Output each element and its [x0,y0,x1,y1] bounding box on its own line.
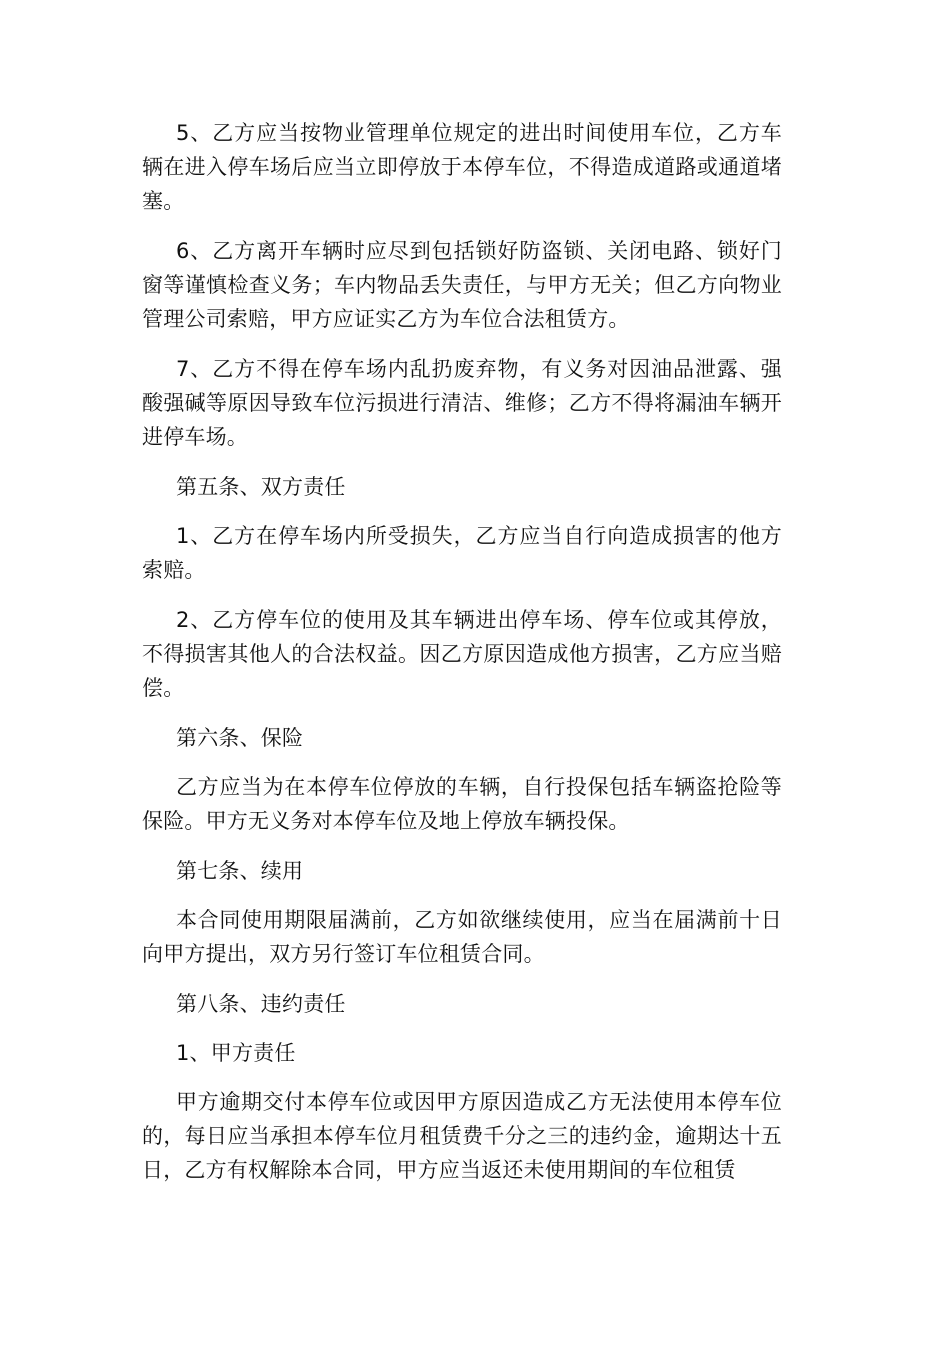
article-7-heading: 第七条、续用 [176,859,304,883]
article-6-heading: 第六条、保险 [176,726,304,750]
article-6-body: 乙方应当为在本停车位停放的车辆，自行投保包括车辆盗抢险等保险。甲方无义务对本停车位及地上停放车辆投保。 [142,775,782,833]
clause-7-paragraph: 7、乙方不得在停车场内乱扔废弃物，有义务对因油品泄露、强酸强碱等原因导致车位污损进行清洁、维修；乙方不得将漏油车辆开进停车场。 [142,357,782,449]
article-5-item-1: 1、乙方在停车场内所受损失，乙方应当自行向造成损害的他方索赔。 [142,524,782,582]
document-page [142,116,782,1203]
article-5-item-2: 2、乙方停车位的使用及其车辆进出停车场、停车位或其停放，不得损害其他人的合法权益。因乙方原因造成他方损害，乙方应当赔偿。 [142,608,782,700]
article-8-item-1-body: 甲方逾期交付本停车位或因甲方原因造成乙方无法使用本停车位的，每日应当承担本停车位月租赁费千分之三的违约金，逾期达十五日，乙方有权解除本合同，甲方应当返还未使用期间的车位租赁 [142,1090,782,1182]
article-7-body: 本合同使用期限届满前，乙方如欲继续使用，应当在届满前十日向甲方提出，双方另行签订车位租赁合同。 [142,908,782,966]
clause-5-paragraph: 5、乙方应当按物业管理单位规定的进出时间使用车位，乙方车辆在进入停车场后应当立即停放于本停车位，不得造成道路或通道堵塞。 [142,121,782,213]
article-5-heading: 第五条、双方责任 [176,475,346,499]
clause-6-paragraph: 6、乙方离开车辆时应尽到包括锁好防盗锁、关闭电路、锁好门窗等谨慎检查义务；车内物品丢失责任，与甲方无关；但乙方向物业管理公司索赔，甲方应证实乙方为车位合法租赁方。 [142,239,782,331]
article-8-heading: 第八条、违约责任 [176,992,346,1016]
article-8-item-1-heading: 1、甲方责任 [176,1041,296,1065]
